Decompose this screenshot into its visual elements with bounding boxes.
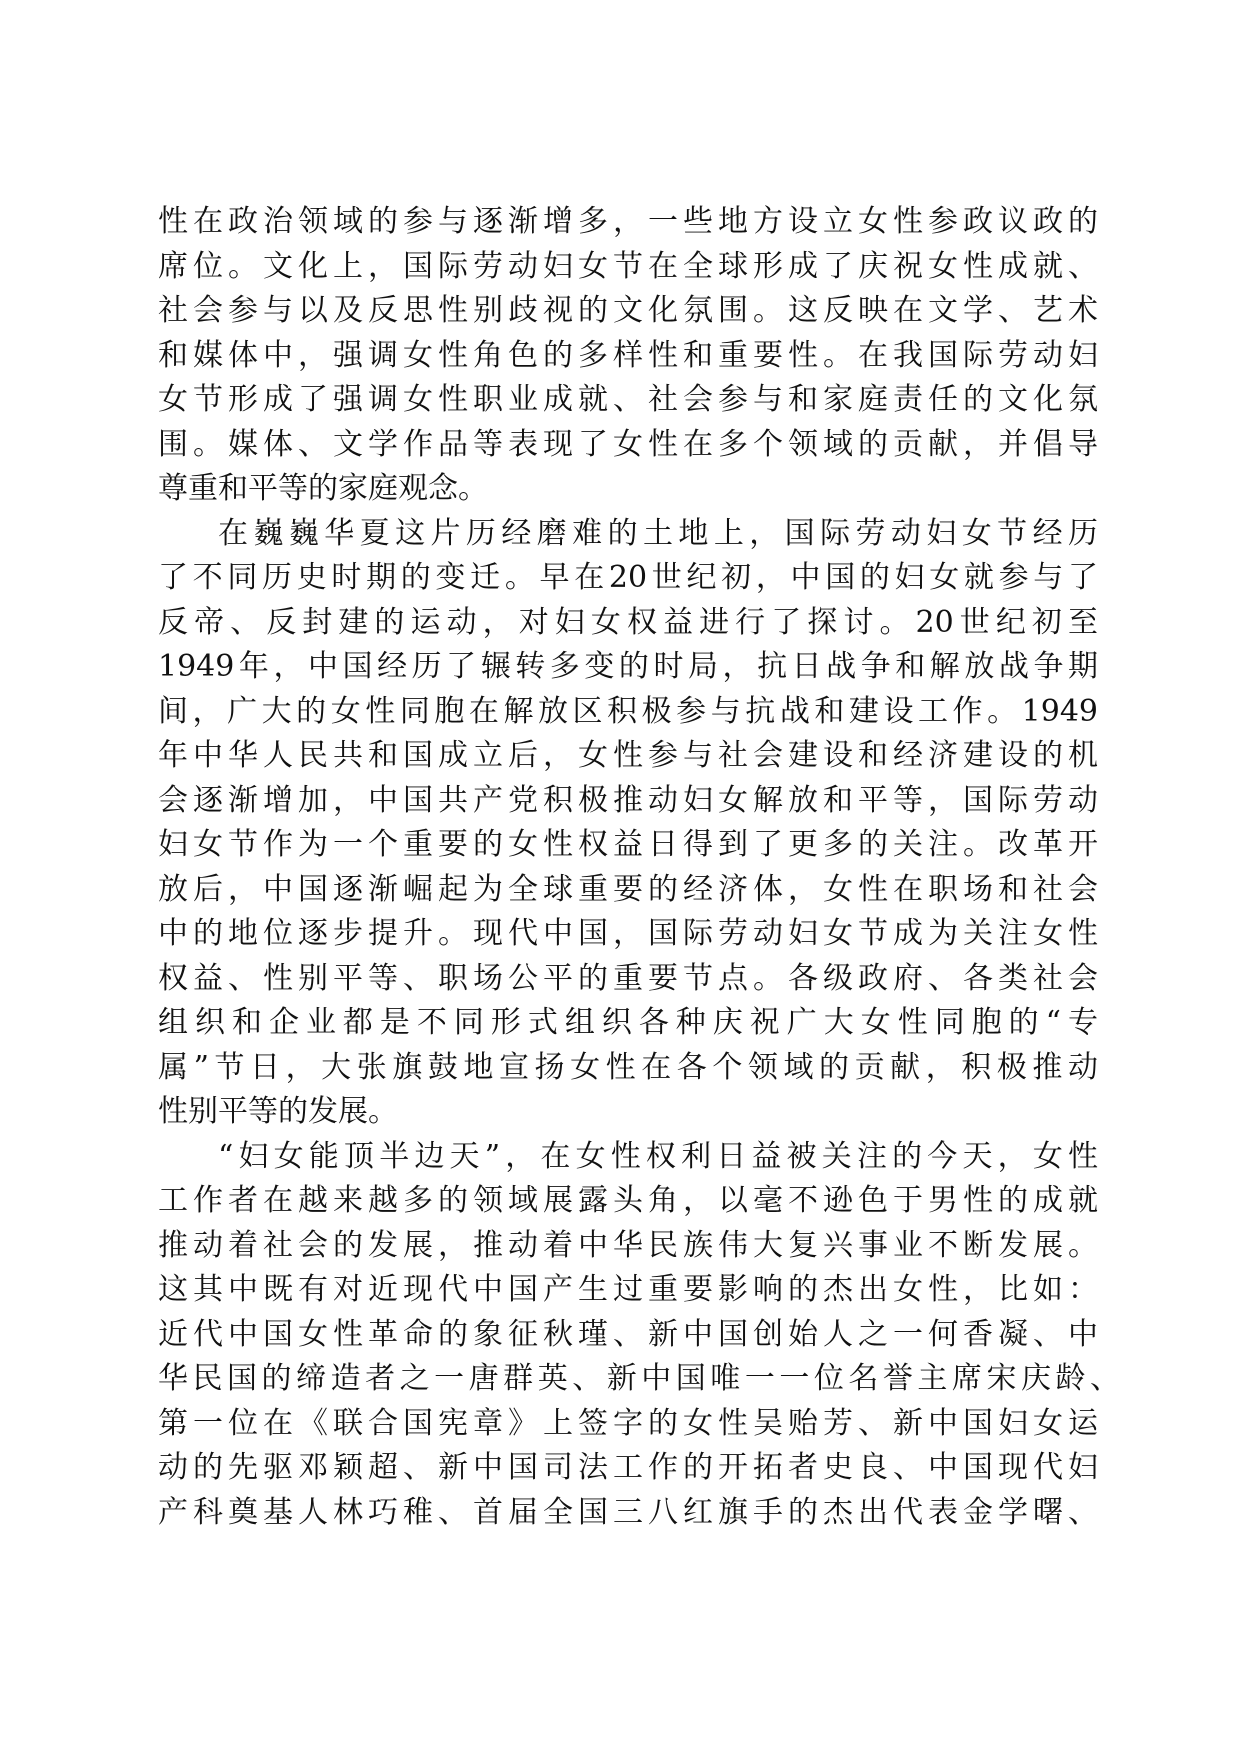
text-line: 会逐渐增加，中国共产党积极推动妇女解放和平等，国际劳动 xyxy=(158,782,1098,818)
text-line: 反帝、反封建的运动，对妇女权益进行了探讨。20世纪初至 xyxy=(158,604,1098,640)
text-line: 在巍巍华夏这片历经磨难的土地上，国际劳动妇女节经历 xyxy=(218,515,1098,551)
text-line: 权益、性别平等、职场公平的重要节点。各级政府、各类社会 xyxy=(158,960,1098,996)
text-line: 近代中国女性革命的象征秋瑾、新中国创始人之一何香凝、中 xyxy=(158,1316,1098,1352)
text-line: 1949年，中国经历了辗转多变的时局，抗日战争和解放战争期 xyxy=(158,649,1098,684)
text-line: 了不同历史时期的变迁。早在20世纪初，中国的妇女就参与了 xyxy=(158,560,1098,595)
text-line: 产科奠基人林巧稚、首届全国三八红旗手的杰出代表金学曙、 xyxy=(158,1494,1098,1530)
text-line: 妇女节作为一个重要的女性权益日得到了更多的关注。改革开 xyxy=(158,827,1098,862)
text-line: 间，广大的女性同胞在解放区积极参与抗战和建设工作。1949 xyxy=(158,693,1098,729)
paragraph-2 xyxy=(158,512,1098,1135)
text-line: 属”节日，大张旗鼓地宣扬女性在各个领域的贡献，积极推动 xyxy=(158,1049,1098,1085)
text-line: 围。媒体、文学作品等表现了女性在多个领域的贡献，并倡导 xyxy=(158,426,1098,462)
text-line: 尊重和平等的家庭观念。 xyxy=(158,471,488,506)
text-line: 性别平等的发展。 xyxy=(158,1094,398,1129)
text-line: 放后，中国逐渐崛起为全球重要的经济体，女性在职场和社会 xyxy=(158,871,1098,907)
text-line: 和媒体中，强调女性角色的多样性和重要性。在我国际劳动妇 xyxy=(158,337,1098,373)
text-line: “妇女能顶半边天”，在女性权利日益被关注的今天，女性 xyxy=(218,1138,1098,1174)
text-line: 工作者在越来越多的领域展露头角，以毫不逊色于男性的成就 xyxy=(158,1183,1098,1218)
text-line: 华民国的缔造者之一唐群英、新中国唯一一位名誉主席宋庆龄、 xyxy=(158,1361,1120,1396)
text-line: 社会参与以及反思性别歧视的文化氛围。这反映在文学、艺术 xyxy=(158,293,1098,328)
text-line: 推动着社会的发展，推动着中华民族伟大复兴事业不断发展。 xyxy=(158,1227,1098,1263)
text-line: 组织和企业都是不同形式组织各种庆祝广大女性同胞的“专 xyxy=(158,1005,1098,1040)
text-line: 性在政治领域的参与逐渐增多，一些地方设立女性参政议政的 xyxy=(158,204,1098,239)
paragraph-3 xyxy=(158,1135,1120,1536)
text-line: 年中华人民共和国成立后，女性参与社会建设和经济建设的机 xyxy=(158,738,1098,773)
paragraph-1 xyxy=(158,200,1098,512)
text-line: 这其中既有对近现代中国产生过重要影响的杰出女性，比如： xyxy=(158,1272,1098,1307)
body-text xyxy=(158,200,1120,1535)
text-line: 第一位在《联合国宪章》上签字的女性吴贻芳、新中国妇女运 xyxy=(158,1405,1098,1441)
text-line: 动的先驱邓颖超、新中国司法工作的开拓者史良、中国现代妇 xyxy=(158,1450,1098,1485)
text-line: 席位。文化上，国际劳动妇女节在全球形成了庆祝女性成就、 xyxy=(158,248,1098,284)
text-line: 女节形成了强调女性职业成就、社会参与和家庭责任的文化氛 xyxy=(158,382,1098,417)
text-line: 中的地位逐步提升。现代中国，国际劳动妇女节成为关注女性 xyxy=(158,916,1098,951)
